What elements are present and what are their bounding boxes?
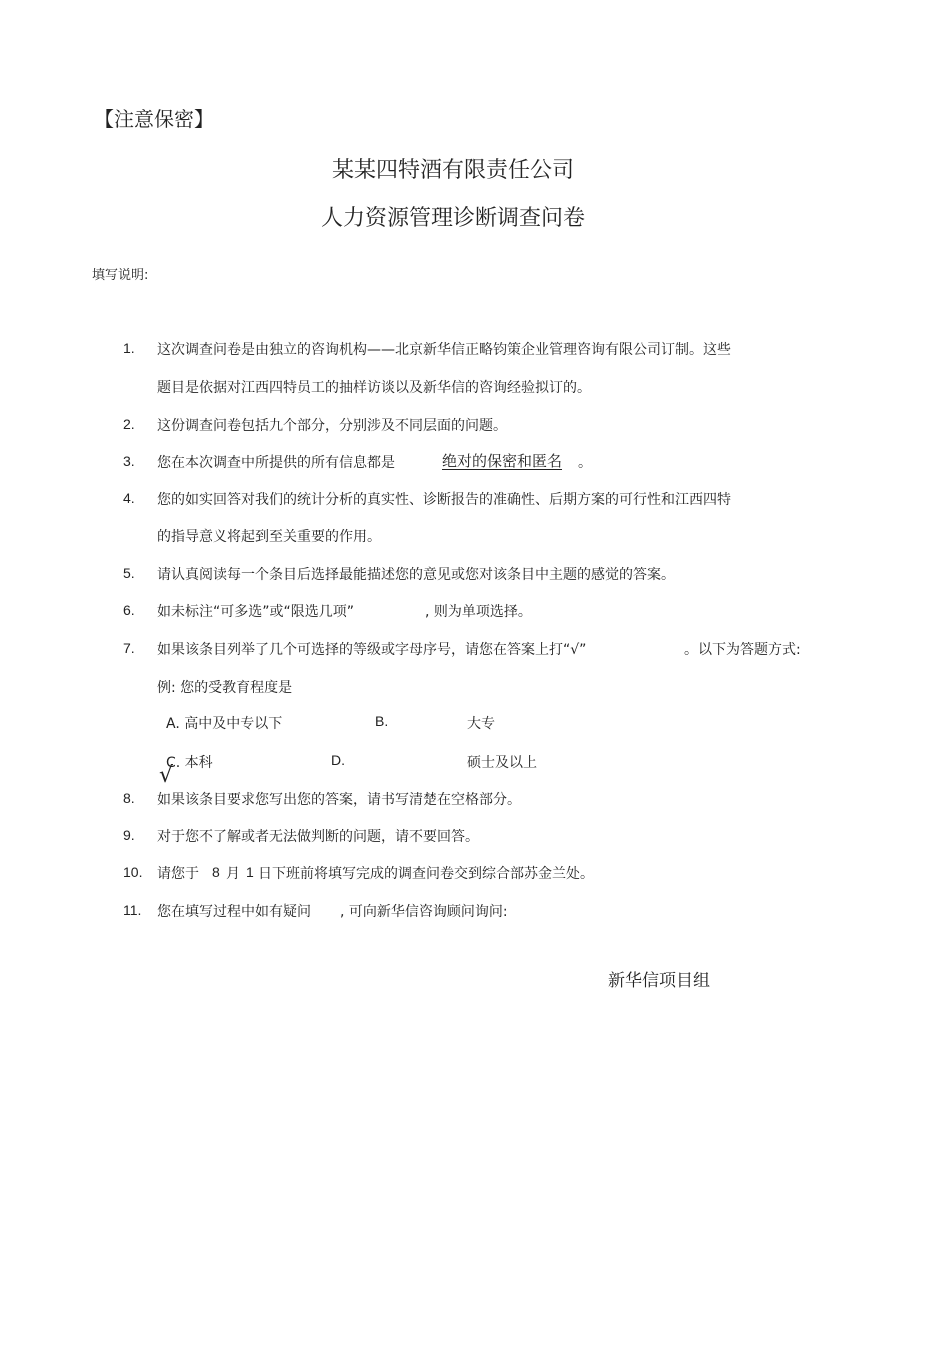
survey-title: 人力资源管理诊断调查问卷 — [320, 206, 585, 231]
item-text: 对于您不了解或者无法做判断的问题，请不要回答。 — [157, 829, 479, 845]
item-number: 3. — [123, 453, 135, 469]
instructions-label: 填写说明: — [92, 268, 149, 283]
confidential-label: 【注意保密】 — [94, 107, 214, 131]
item-text: 月 — [226, 866, 240, 882]
date-day: 1 — [246, 864, 254, 880]
item-text: 如果该条目要求您写出您的答案，请书写清楚在空格部分。 — [157, 792, 521, 808]
option-b-text: 大专 — [467, 716, 495, 732]
item-text: , 可向新华信咨询顾问询问: — [340, 904, 508, 920]
emphasis-text: 绝对的保密和匿名 — [442, 452, 563, 470]
item-number: 10. — [123, 864, 143, 880]
item-number: 8. — [123, 790, 135, 806]
option-d-letter: D. — [331, 752, 345, 768]
item-text: 您在本次调查中所提供的所有信息都是 — [157, 455, 395, 471]
company-name: 某某四特酒有限责任公司 — [331, 158, 574, 183]
item-number: 1. — [123, 340, 135, 356]
item-text: 如未标注“可多选”或“限选几项” — [157, 604, 355, 620]
item-text: 您的如实回答对我们的统计分析的真实性、诊断报告的准确性、后期方案的可行性和江西四特 — [157, 492, 731, 508]
option-d-text: 硕士及以上 — [467, 755, 537, 771]
item-text: 题目是依据对江西四特员工的抽样访谈以及新华信的咨询经验拟订的。 — [157, 380, 591, 396]
item-number: 5. — [123, 565, 135, 581]
item-number: 11. — [123, 902, 142, 918]
item-number: 9. — [123, 827, 135, 843]
date-month: 8 — [212, 864, 220, 880]
item-text: 日下班前将填写完成的调查问卷交到综合部苏金兰处。 — [258, 866, 594, 882]
option-a: A. 高中及中专以下 — [166, 716, 283, 732]
item-text: 您在填写过程中如有疑问 — [157, 904, 311, 920]
item-number: 6. — [123, 602, 135, 618]
item-text: 这次调查问卷是由独立的咨询机构——北京新华信正略钧策企业管理咨询有限公司订制。这些 — [157, 342, 731, 358]
item-text: 请您于 — [157, 866, 199, 882]
item-text: , 则为单项选择。 — [425, 604, 532, 620]
item-text: 这份调查问卷包括九个部分，分别涉及不同层面的问题。 — [157, 418, 507, 434]
item-text: 。以下为答题方式: — [684, 642, 801, 658]
item-text: 的指导意义将起到至关重要的作用。 — [157, 529, 381, 545]
item-number: 4. — [123, 490, 135, 506]
signature: 新华信项目组 — [608, 971, 710, 991]
item-text: 。 — [578, 455, 592, 471]
option-c: C. 本科 — [166, 755, 213, 771]
item-number: 7. — [123, 640, 135, 656]
item-text: 如果该条目列举了几个可选择的等级或字母序号，请您在答案上打“√” — [157, 642, 587, 658]
option-b-letter: B. — [375, 713, 389, 729]
item-number: 2. — [123, 416, 135, 432]
item-text: 请认真阅读每一个条目后选择最能描述您的意见或您对该条目中主题的感觉的答案。 — [157, 567, 675, 583]
check-mark-icon: √ — [159, 763, 174, 788]
example-question: 例: 您的受教育程度是 — [157, 680, 293, 696]
